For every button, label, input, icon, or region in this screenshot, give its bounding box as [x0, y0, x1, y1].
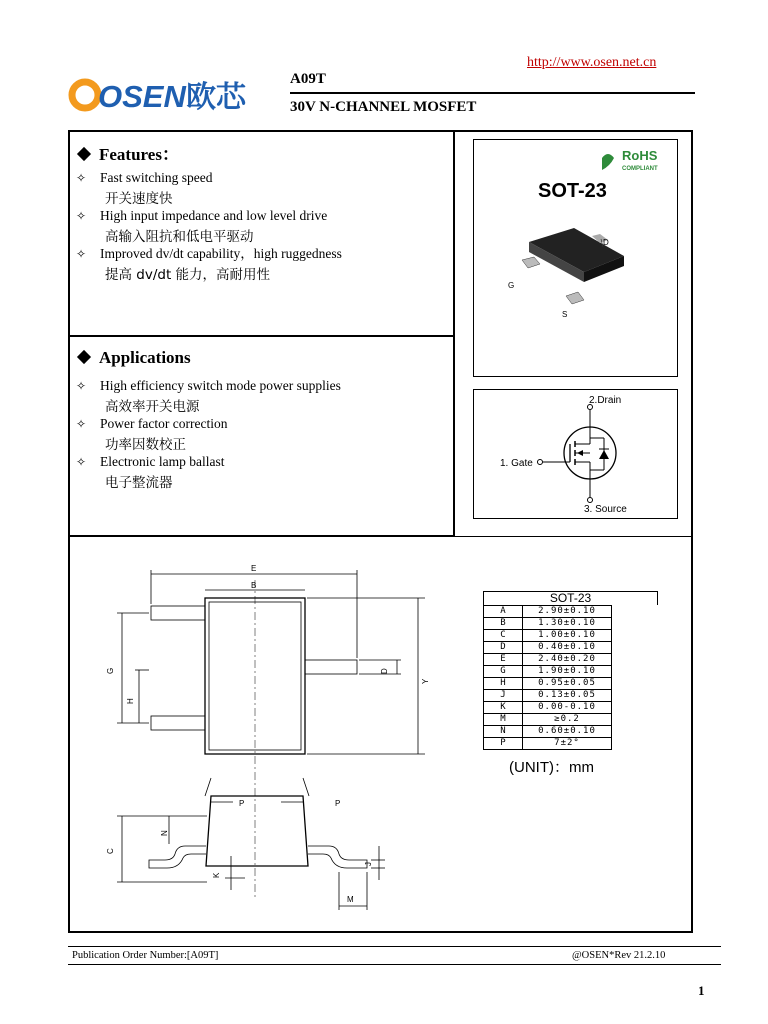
- dimension-row: [484, 630, 612, 642]
- dimension-row: [484, 702, 612, 714]
- dimension-value: ≥0.2: [523, 714, 612, 726]
- application-item-zh: 电子整流器: [105, 475, 173, 491]
- section-divider: [68, 536, 693, 537]
- dim-label-k: K: [212, 872, 221, 878]
- diamond-icon: [77, 147, 91, 161]
- dim-label-j: J: [364, 862, 373, 866]
- dimension-symbol: B: [484, 618, 523, 630]
- dimension-symbol: H: [484, 678, 523, 690]
- package-box: [473, 139, 678, 377]
- dimension-value: 2.90±0.10: [523, 606, 612, 618]
- dim-label-p-left: P: [239, 799, 245, 808]
- revision-label: @OSEN*Rev 21.2.10: [572, 950, 666, 961]
- dim-label-e: E: [251, 564, 257, 573]
- svg-text:COMPLIANT: COMPLIANT: [622, 166, 658, 172]
- dimension-table-wrap: [483, 591, 658, 777]
- package-name: SOT-23: [538, 180, 607, 202]
- svg-text:S: S: [562, 310, 568, 319]
- dimension-row: [484, 690, 612, 702]
- dimension-value: 0.40±0.10: [523, 642, 612, 654]
- part-description: 30V N-CHANNEL MOSFET: [290, 99, 477, 115]
- feature-item: ✧ Fast switching speed: [76, 170, 213, 185]
- osen-logo: [68, 74, 278, 114]
- dimension-symbol: A: [484, 606, 523, 618]
- dim-label-n: N: [160, 830, 169, 836]
- features-heading: Features：: [79, 140, 179, 165]
- feature-item-zh: 开关速度快: [105, 191, 173, 207]
- part-number: A09T: [290, 71, 326, 87]
- dimension-symbol: E: [484, 654, 523, 666]
- dimension-row: [484, 666, 612, 678]
- dimension-value: 1.00±0.10: [523, 630, 612, 642]
- application-item-zh: 功率因数校正: [105, 437, 186, 453]
- mosfet-symbol-icon: [474, 390, 679, 520]
- dimension-value: 2.40±0.20: [523, 654, 612, 666]
- dimension-symbol: G: [484, 666, 523, 678]
- dimension-symbol: M: [484, 714, 523, 726]
- dimension-row: [484, 678, 612, 690]
- footer-rule-top: [68, 946, 721, 947]
- dimension-symbol: K: [484, 702, 523, 714]
- dimension-row: [484, 654, 612, 666]
- application-item: ✧ High efficiency switch mode power supplies: [76, 378, 341, 393]
- svg-text:3. Source: 3. Source: [584, 504, 627, 515]
- page-number: 1: [698, 983, 705, 998]
- dim-label-c: C: [106, 848, 115, 854]
- leaf-icon: [602, 154, 614, 170]
- dimension-symbol: C: [484, 630, 523, 642]
- package-illustration: [474, 140, 679, 378]
- dimension-row: [484, 738, 612, 750]
- bullet-icon: ✧: [76, 209, 87, 223]
- dimension-symbol: J: [484, 690, 523, 702]
- diamond-icon: [77, 350, 91, 364]
- applications-heading: Applications: [79, 348, 191, 368]
- dim-label-g: G: [106, 667, 115, 674]
- dimension-row: [484, 714, 612, 726]
- dimension-value: 0.95±0.05: [523, 678, 612, 690]
- features-section: [68, 130, 454, 336]
- logo-cjk-text: 欧芯: [186, 81, 246, 114]
- bullet-icon: ✧: [76, 379, 87, 393]
- feature-item: ✧ Improved dv/dt capability，high ruggedness: [76, 246, 342, 261]
- dimension-row: [484, 642, 612, 654]
- dim-label-b: B: [251, 581, 257, 590]
- dim-label-p-right: P: [335, 799, 341, 808]
- dimension-symbol: N: [484, 726, 523, 738]
- svg-text:G: G: [508, 281, 515, 290]
- bullet-icon: ✧: [76, 417, 87, 431]
- feature-item-zh: 提高 dv/dt 能力，高耐用性: [105, 267, 271, 283]
- svg-text:1. Gate: 1. Gate: [500, 458, 533, 469]
- dim-label-y: Y: [421, 678, 430, 684]
- feature-item: ✧ High input impedance and low level drive: [76, 208, 328, 223]
- feature-item-zh: 高输入阻抗和低电平驱动: [105, 229, 254, 245]
- application-item: ✧ Electronic lamp ballast: [76, 454, 225, 469]
- dimension-row: [484, 606, 612, 618]
- dim-label-h: H: [126, 698, 135, 704]
- applications-section: [68, 336, 454, 536]
- dimension-value: 0.60±0.10: [523, 726, 612, 738]
- dimension-value: 1.30±0.10: [523, 618, 612, 630]
- footer-rule-bottom: [68, 964, 721, 965]
- website-link[interactable]: http://www.osen.net.cn: [527, 55, 657, 70]
- dimension-row: [484, 726, 612, 738]
- rohs-badge: [602, 148, 658, 172]
- dimension-value: 0.00-0.10: [523, 702, 612, 714]
- bullet-icon: ✧: [76, 171, 87, 185]
- application-item: ✧ Power factor correction: [76, 416, 228, 431]
- column-divider: [454, 130, 455, 536]
- dimension-symbol: P: [484, 738, 523, 750]
- schematic-box: [473, 389, 678, 519]
- svg-text:D: D: [603, 238, 609, 247]
- package-outline-drawing: [95, 560, 435, 920]
- publication-order-number: Publication Order Number:[A09T]: [72, 950, 219, 961]
- header-rule: [290, 92, 695, 94]
- svg-text:RoHS: RoHS: [622, 148, 658, 163]
- dim-label-d: D: [380, 668, 389, 674]
- unit-label: (UNIT)：mm: [509, 759, 594, 776]
- dimension-table: [483, 605, 612, 750]
- dimension-row: [484, 618, 612, 630]
- bullet-icon: ✧: [76, 455, 87, 469]
- svg-text:2.Drain: 2.Drain: [589, 395, 622, 406]
- dimension-table-title: SOT-23: [483, 591, 658, 605]
- bullet-icon: ✧: [76, 247, 87, 261]
- logo-text: OSEN: [98, 79, 186, 114]
- dimension-value: 7±2°: [523, 738, 612, 750]
- application-item-zh: 高效率开关电源: [105, 399, 200, 415]
- dimension-value: 0.13±0.05: [523, 690, 612, 702]
- dimension-value: 1.90±0.10: [523, 666, 612, 678]
- dimension-symbol: D: [484, 642, 523, 654]
- dim-label-m: M: [347, 895, 354, 904]
